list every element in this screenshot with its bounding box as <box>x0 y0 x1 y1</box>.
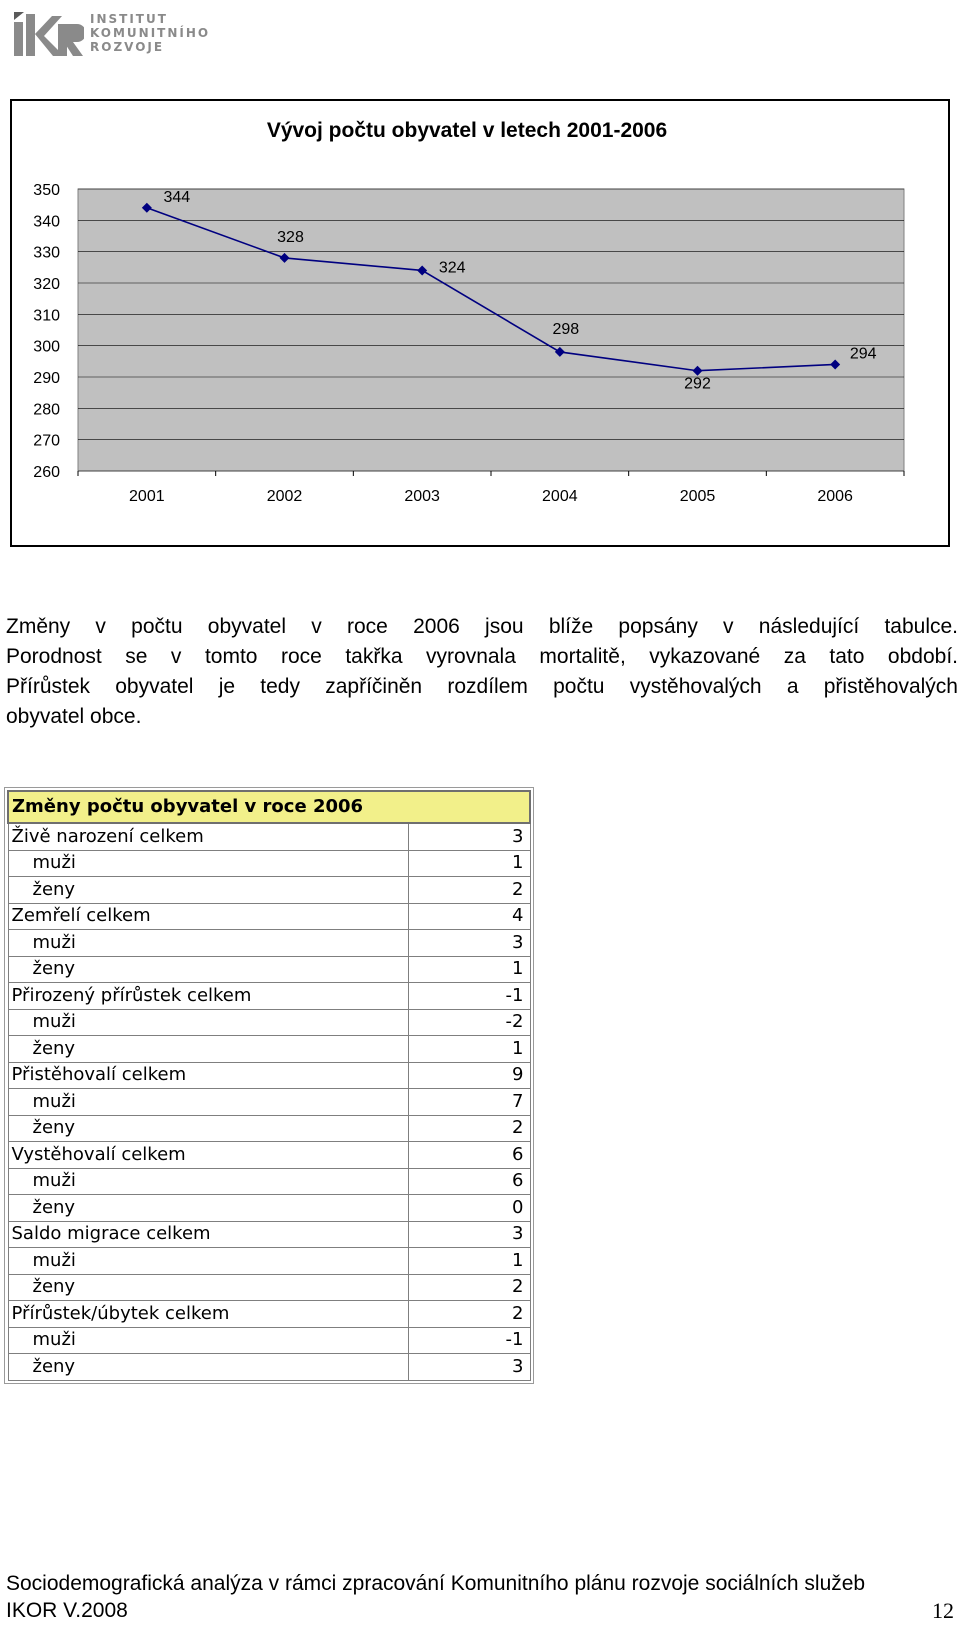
row-value: 2 <box>408 877 530 904</box>
row-label: muži <box>8 1168 408 1195</box>
y-tick-label: 270 <box>33 432 60 450</box>
row-value: 6 <box>408 1142 530 1169</box>
row-label: Zemřelí celkem <box>8 903 408 930</box>
table-row <box>8 956 530 983</box>
data-label: 298 <box>552 320 580 338</box>
population-chart <box>10 99 950 547</box>
table-row <box>8 930 530 957</box>
row-value: 3 <box>408 1221 530 1248</box>
row-value: 2 <box>408 1115 530 1142</box>
table-row <box>8 903 530 930</box>
row-value: 1 <box>408 850 530 877</box>
data-label: 294 <box>849 345 877 363</box>
y-tick-label: 280 <box>33 401 60 419</box>
y-tick-label: 300 <box>33 338 60 356</box>
table-header-row <box>8 791 530 823</box>
y-tick-label: 260 <box>33 464 60 481</box>
population-changes-table <box>4 787 534 1384</box>
page-number: 12 <box>932 1598 954 1623</box>
y-tick-label: 290 <box>33 370 60 387</box>
line-chart-svg <box>12 101 948 545</box>
row-label: ženy <box>8 1036 408 1063</box>
changes-table <box>7 790 531 1381</box>
row-label: Přirozený přírůstek celkem <box>8 983 408 1010</box>
row-label: Přistěhovalí celkem <box>8 1062 408 1089</box>
logo-line-1: INSTITUT <box>90 12 168 26</box>
table-row <box>8 1062 530 1089</box>
row-value: 1 <box>408 1248 530 1275</box>
table-row <box>8 1142 530 1169</box>
table-row <box>8 823 530 850</box>
row-label: Živě narození celkem <box>8 823 408 850</box>
row-value: 4 <box>408 903 530 930</box>
row-value: 2 <box>408 1274 530 1301</box>
row-value: 0 <box>408 1195 530 1222</box>
table-row <box>8 1036 530 1063</box>
data-label: 328 <box>277 228 304 246</box>
row-value: -1 <box>408 1327 530 1354</box>
page-footer <box>6 1570 956 1624</box>
table-row <box>8 1327 530 1354</box>
row-value: 1 <box>408 956 530 983</box>
footer-document-title: Sociodemografická analýza v rámci zpracování Komunitního plánu rozvoje sociálních služeb <box>6 1572 866 1595</box>
data-label: 292 <box>684 375 711 393</box>
paragraph-line-4: obyvatel obce. <box>6 705 142 728</box>
table-row <box>8 1354 530 1381</box>
data-label: 324 <box>438 259 466 277</box>
institute-logo <box>6 4 216 62</box>
footer-edition: IKOR V.2008 <box>6 1599 128 1622</box>
table-title: Změny počtu obyvatel v roce 2006 <box>8 791 530 823</box>
row-value: 9 <box>408 1062 530 1089</box>
body-paragraph <box>6 612 958 732</box>
x-tick-label: 2005 <box>679 488 716 505</box>
row-label: ženy <box>8 1274 408 1301</box>
row-label: Saldo migrace celkem <box>8 1221 408 1248</box>
row-label: muži <box>8 850 408 877</box>
table-row <box>8 1115 530 1142</box>
row-label: ženy <box>8 956 408 983</box>
row-label: ženy <box>8 877 408 904</box>
y-tick-label: 310 <box>33 307 60 325</box>
table-row <box>8 1089 530 1116</box>
x-tick-label: 2004 <box>542 488 578 505</box>
ikr-logo-mark-icon <box>12 10 84 58</box>
row-value: 7 <box>408 1089 530 1116</box>
row-value: -2 <box>408 1009 530 1036</box>
row-value: 3 <box>408 1354 530 1381</box>
row-value: 3 <box>408 823 530 850</box>
data-label: 344 <box>163 188 191 206</box>
paragraph-line-1: Změny v počtu obyvatel v roce 2006 jsou blíže popsány v následující tabulce. <box>6 615 958 638</box>
table-row <box>8 1248 530 1275</box>
row-label: ženy <box>8 1115 408 1142</box>
row-label: Přírůstek/úbytek celkem <box>8 1301 408 1328</box>
row-label: muži <box>8 1327 408 1354</box>
table-row <box>8 850 530 877</box>
row-value: 3 <box>408 930 530 957</box>
table-row <box>8 1301 530 1328</box>
table-row <box>8 1168 530 1195</box>
row-value: 6 <box>408 1168 530 1195</box>
logo-line-3: ROZVOJE <box>90 40 165 54</box>
row-label: muži <box>8 930 408 957</box>
paragraph-line-3: Přírůstek obyvatel je tedy zapříčiněn rozdílem počtu vystěhovalých a přistěhovalých <box>6 675 958 698</box>
y-tick-label: 320 <box>33 276 60 293</box>
row-label: ženy <box>8 1354 408 1381</box>
x-tick-label: 2002 <box>266 488 303 505</box>
row-value: 1 <box>408 1036 530 1063</box>
y-tick-label: 350 <box>33 182 60 199</box>
row-value: 2 <box>408 1301 530 1328</box>
logo-line-2: KOMUNITNÍHO <box>90 26 211 40</box>
table-row <box>8 877 530 904</box>
x-tick-label: 2003 <box>404 488 440 505</box>
row-label: muži <box>8 1248 408 1275</box>
x-tick-label: 2006 <box>817 488 853 505</box>
row-value: -1 <box>408 983 530 1010</box>
table-row <box>8 1274 530 1301</box>
logo-wordmark <box>90 12 210 54</box>
x-tick-label: 2001 <box>129 488 165 505</box>
table-row <box>8 1221 530 1248</box>
paragraph-line-2: Porodnost se v tomto roce takřka vyrovnala mortalitě, vykazované za tato období. <box>6 645 958 668</box>
table-row <box>8 983 530 1010</box>
row-label: muži <box>8 1089 408 1116</box>
y-tick-label: 340 <box>33 213 60 231</box>
row-label: Vystěhovalí celkem <box>8 1142 408 1169</box>
row-label: muži <box>8 1009 408 1036</box>
table-row <box>8 1009 530 1036</box>
chart-title: Vývoj počtu obyvatel v letech 2001-2006 <box>266 119 668 142</box>
table-row <box>8 1195 530 1222</box>
plot-area <box>78 189 904 471</box>
row-label: ženy <box>8 1195 408 1222</box>
y-tick-label: 330 <box>33 244 60 262</box>
